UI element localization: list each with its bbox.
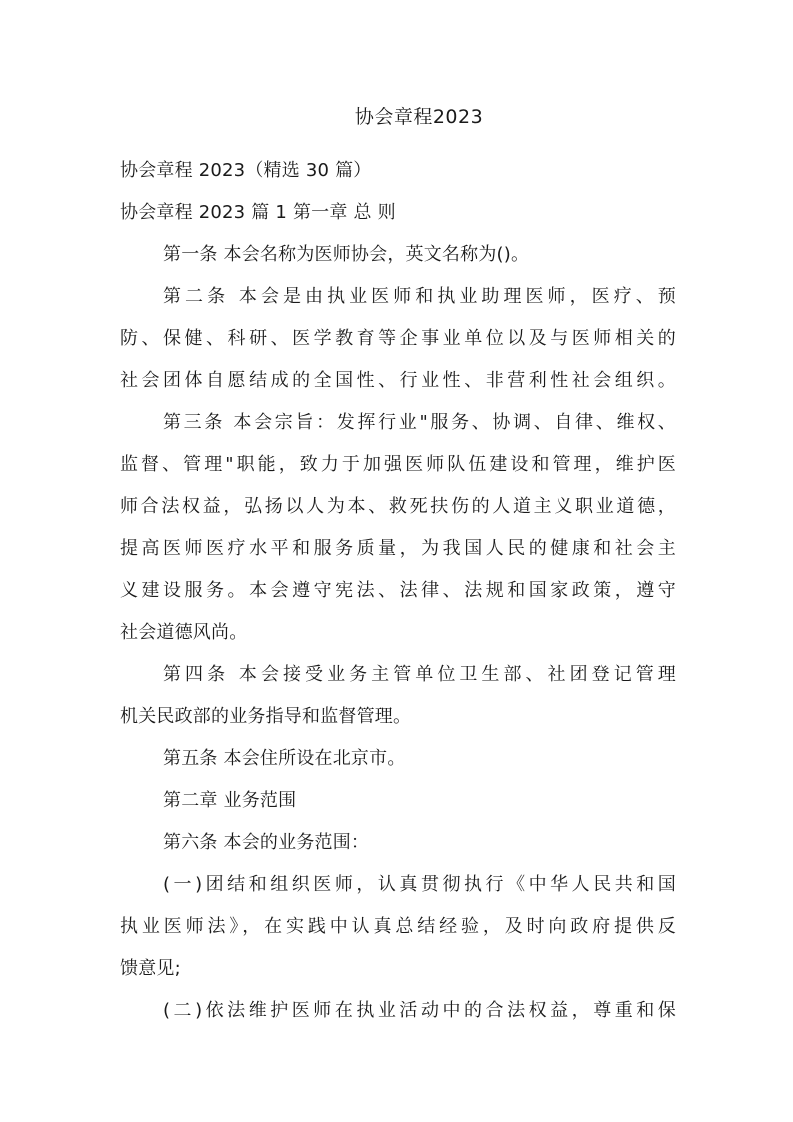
chapter-2-heading: 第二章 业务范围 bbox=[163, 790, 297, 811]
article-1-line: 第一条 本会名称为医师协会，英文名称为()。 bbox=[163, 244, 530, 265]
subtitle-line: 协会章程 2023（精选 30 篇） bbox=[120, 160, 372, 181]
item-2-line-1: (二)依法维护医师在执业活动中的合法权益，尊重和保 bbox=[163, 1000, 676, 1021]
article-4-line-1: 第四条 本会接受业务主管单位卫生部、社团登记管理 bbox=[163, 664, 676, 685]
article-3-line-1: 第三条 本会宗旨：发挥行业"服务、协调、自律、维权、 bbox=[163, 412, 676, 433]
article-6-line: 第六条 本会的业务范围： bbox=[163, 832, 370, 853]
document-title: 协会章程2023 bbox=[354, 106, 484, 128]
item-1-line-3: 馈意见; bbox=[120, 958, 181, 979]
article-2-line-1: 第二条 本会是由执业医师和执业助理医师，医疗、预 bbox=[163, 286, 676, 307]
article-3-line-6: 社会道德风尚。 bbox=[120, 622, 248, 643]
item-1-line-2: 执业医师法》，在实践中认真总结经验，及时向政府提供反 bbox=[120, 916, 676, 937]
article-2-line-2: 防、保健、科研、医学教育等企事业单位以及与医师相关的 bbox=[120, 328, 676, 349]
article-3-line-4: 提高医师医疗水平和服务质量，为我国人民的健康和社会主 bbox=[120, 538, 676, 559]
article-4-line-2: 机关民政部的业务指导和监督管理。 bbox=[120, 706, 412, 727]
article-2-line-3: 社会团体自愿结成的全国性、行业性、非营利性社会组织。 bbox=[120, 370, 676, 391]
document-body bbox=[120, 150, 676, 1032]
chapter-heading-line: 协会章程 2023 篇 1 第一章 总 则 bbox=[120, 202, 396, 223]
item-1-line-1: (一)团结和组织医师，认真贯彻执行《中华人民共和国 bbox=[163, 874, 676, 895]
article-5-line: 第五条 本会住所设在北京市。 bbox=[163, 748, 406, 769]
article-3-line-3: 师合法权益，弘扬以人为本、救死扶伤的人道主义职业道德， bbox=[120, 496, 676, 517]
article-3-line-2: 监督、管理"职能，致力于加强医师队伍建设和管理，维护医 bbox=[120, 454, 676, 475]
article-3-line-5: 义建设服务。本会遵守宪法、法律、法规和国家政策，遵守 bbox=[120, 580, 676, 601]
